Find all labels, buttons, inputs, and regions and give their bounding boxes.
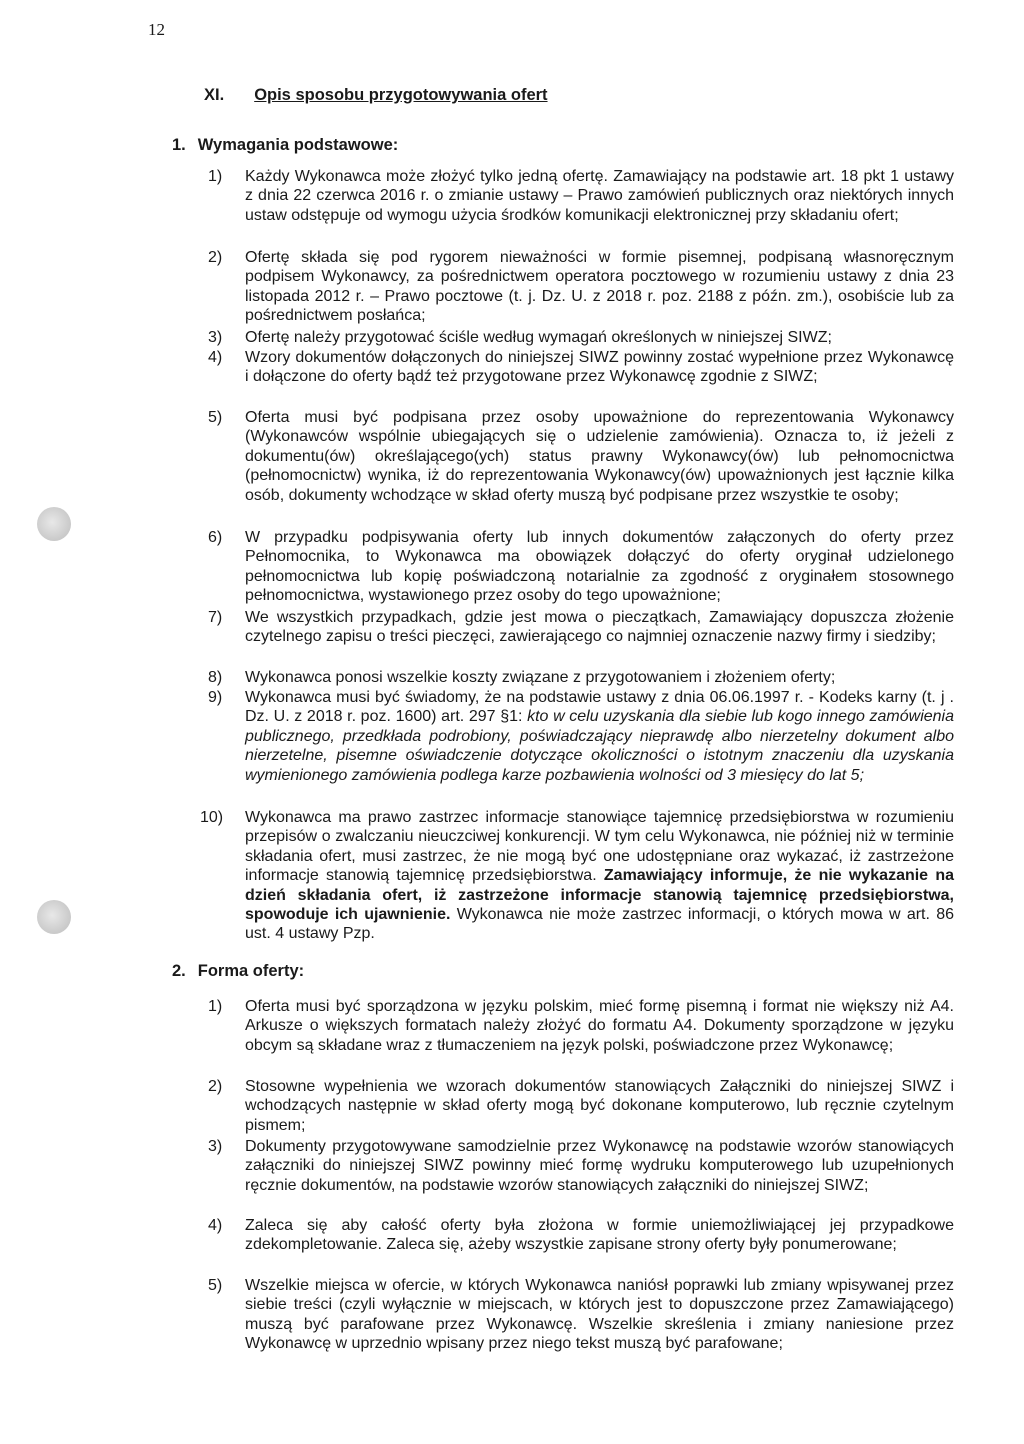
item-text: Dokumenty przygotowywane samodzielnie przez Wykonawcę na podstawie wzorów stanowiących załączniki do niniejszej SIWZ powinny mieć formę wydruku komputerowego lub uzupełnionych ręcznie dokumentów, na podstawie wzorów stanowiących załączniki do niniejszej SIWZ; xyxy=(245,1138,954,1194)
item-text-plain: Wykonawca musi być świadomy, że na podstawie ustawy z dnia 06.06.1997 r. - Kodeks karny (t. j . Dz. U. z 2018 r. poz. 1600) art. 297 §1: xyxy=(245,689,954,726)
item-text-after: Wykonawca nie może zastrzec informacji, o których mowa w art. 86 ust. 4 ustawy Pzp. xyxy=(245,906,954,943)
subheading-number: 1. xyxy=(172,136,186,154)
section-title: Opis sposobu przygotowywania ofert xyxy=(254,86,548,104)
list-item xyxy=(208,167,954,225)
punch-hole xyxy=(37,507,71,541)
subheading-title: Forma oferty: xyxy=(197,962,305,980)
section-heading xyxy=(204,86,548,105)
item-text-italic: kto w celu uzyskania dla siebie lub kogo innego zamówienia publicznego, przedkłada podrobiony, poświadczający nieprawdę albo nierzetelny dokument albo nierzetelne, pisemne oświadczenie dotyczące okoliczności o istotnym znaczeniu dla uzyskania wymienionego zamówienia podlega karze pozbawienia wolności od 3 miesięcy do lat 5; xyxy=(245,708,955,784)
list-item xyxy=(200,808,954,944)
item-number: 4) xyxy=(208,1217,223,1234)
item-text: Wszelkie miejsca w ofercie, w których Wykonawca naniósł poprawki lub zmiany wpisywanej przez siebie treści (czyli wyłącznie w miejscach, w których jest to dopuszczone przez Zamawiającego) muszą być parafowane przez Wykonawcę. Wszelkie skreślenia i zmiany naniesione przez Wykonawcę w uprzednio wpisany przez niego tekst muszą być parafowane; xyxy=(245,1277,954,1353)
item-number: 3) xyxy=(208,329,223,346)
item-number: 2) xyxy=(208,249,223,266)
item-text: Oferta musi być sporządzona w języku polskim, mieć formę pisemną i format nie większy niż A4. Arkusze o większych formatach należy złożyć do formatu A4. Dokumenty sporządzone w języku obcym są składane wraz z tłumaczeniem na język polski, poświadczone przez Wykonawcę; xyxy=(245,998,954,1054)
list-item xyxy=(208,1276,954,1354)
list-item xyxy=(208,248,954,326)
item-text: We wszystkich przypadkach, gdzie jest mowa o pieczątkach, Zamawiający dopuszcza złożenie czytelnego zapisu o treści pieczęci, zawierającego co najmniej oznaczenie nazwy firmy i siedziby; xyxy=(245,609,954,646)
list-item xyxy=(208,1137,954,1195)
item-number: 7) xyxy=(208,609,223,626)
item-text xyxy=(245,688,954,785)
list-item xyxy=(208,1077,954,1135)
item-text: Wzory dokumentów dołączonych do niniejszej SIWZ powinny zostać wypełnione przez Wykonawcę i dołączone do oferty bądź też przygotowane przez Wykonawcę zgodnie z SIWZ; xyxy=(245,349,954,386)
subheading-requirements xyxy=(172,136,398,155)
item-text xyxy=(245,808,954,944)
subheading-number: 2. xyxy=(172,962,186,980)
item-number: 1) xyxy=(208,998,223,1015)
list-item xyxy=(208,608,954,647)
item-text: Ofertę składa się pod rygorem nieważności w formie pisemnej, podpisaną własnoręcznym podpisem Wykonawcy, za pośrednictwem operatora pocztowego w rozumieniu ustawy z dnia 23 listopada 2012 r. – Prawo pocztowe (t. j. Dz. U. z 2018 r. poz. 2188 z późn. zm.), osobiście lub za pośrednictwem posłańca; xyxy=(245,249,954,325)
list-item xyxy=(208,1216,954,1255)
item-text: Wykonawca ponosi wszelkie koszty związane z przygotowaniem i złożeniem oferty; xyxy=(245,669,836,686)
item-number: 10) xyxy=(200,809,224,826)
item-text: Ofertę należy przygotować ściśle według wymagań określonych w niniejszej SIWZ; xyxy=(245,329,832,346)
item-text: Każdy Wykonawca może złożyć tylko jedną ofertę. Zamawiający na podstawie art. 18 pkt 1 ustawy z dnia 22 czerwca 2016 r. o zmianie ustawy – Prawo zamówień publicznych oraz niektórych innych ustaw odstępuje od wymogu użycia środków komunikacji elektronicznej przy składaniu ofert; xyxy=(245,168,954,224)
list-item xyxy=(208,668,954,687)
list-item xyxy=(208,348,954,387)
item-number: 6) xyxy=(208,529,223,546)
item-number: 5) xyxy=(208,409,223,426)
item-text: Zaleca się aby całość oferty była złożona w formie uniemożliwiającej jej przypadkowe zdekompletowanie. Zaleca się, ażeby wszystkie zapisane strony oferty były ponumerowane; xyxy=(245,1217,954,1254)
list-item xyxy=(208,328,954,347)
item-text-bold: Zamawiający informuje, że nie wykazanie na dzień składania ofert, iż zastrzeżone informacje stanowią tajemnicę przedsiębiorstwa, spowoduje ich ujawnienie. xyxy=(245,867,954,924)
page-number: 12 xyxy=(148,20,165,39)
item-number: 1) xyxy=(208,168,223,185)
list-item xyxy=(208,688,954,785)
item-number: 3) xyxy=(208,1138,223,1155)
item-text: Oferta musi być podpisana przez osoby upoważnione do reprezentowania Wykonawcy (Wykonawców wspólnie ubiegających się o udzielenie zamówienia). Oznacza to, iż jeżeli z dokumentu(ów) określającego(ych) status prawny Wykonawcy(ów) lub pełnomocnictwa (pełnomocnictw) wynika, iż do reprezentowania Wykonawcy(ów) upoważnionych jest łącznie kilka osób, dokumenty wchodzące w skład oferty muszą być podpisane przez wszystkie te osoby; xyxy=(245,409,954,504)
punch-hole xyxy=(37,900,71,934)
item-text: W przypadku podpisywania oferty lub innych dokumentów załączonych do oferty przez Pełnomocnika, to Wykonawca ma obowiązek dołączyć do oferty oryginał udzielonego pełnomocnictwa lub kopię poświadczoną notarialnie za zgodność z oryginałem stosownego pełnomocnictwa, wystawionego przez osoby do tego upoważnione; xyxy=(245,529,954,605)
subheading-title: Wymagania podstawowe: xyxy=(197,136,399,154)
item-number: 2) xyxy=(208,1078,223,1095)
item-text: Stosowne wypełnienia we wzorach dokumentów stanowiących Załączniki do niniejszej SIWZ i wchodzących następnie w skład oferty mogą być dokonane komputerowo, lub ręcznie czytelnym pismem; xyxy=(245,1078,954,1134)
item-number: 4) xyxy=(208,349,223,366)
item-text-plain: Wykonawca ma prawo zastrzec informacje stanowiące tajemnicę przedsiębiorstwa w rozumieniu przepisów o zwalczaniu nieuczciwej konkurencji. W tym celu Wykonawca, nie później niż w terminie składania ofert, musi zastrzec, że nie mogą być one udostępniane oraz wykazać, iż zastrzeżone informacje stanowią tajemnicę przedsiębiorstwa. xyxy=(245,809,954,885)
list-item xyxy=(208,408,954,505)
subheading-form xyxy=(172,962,304,981)
item-number: 5) xyxy=(208,1277,223,1294)
list-item xyxy=(208,528,954,606)
list-item xyxy=(208,997,954,1055)
section-numeral: XI. xyxy=(204,86,225,104)
item-number: 8) xyxy=(208,669,223,686)
item-number: 9) xyxy=(208,689,223,706)
